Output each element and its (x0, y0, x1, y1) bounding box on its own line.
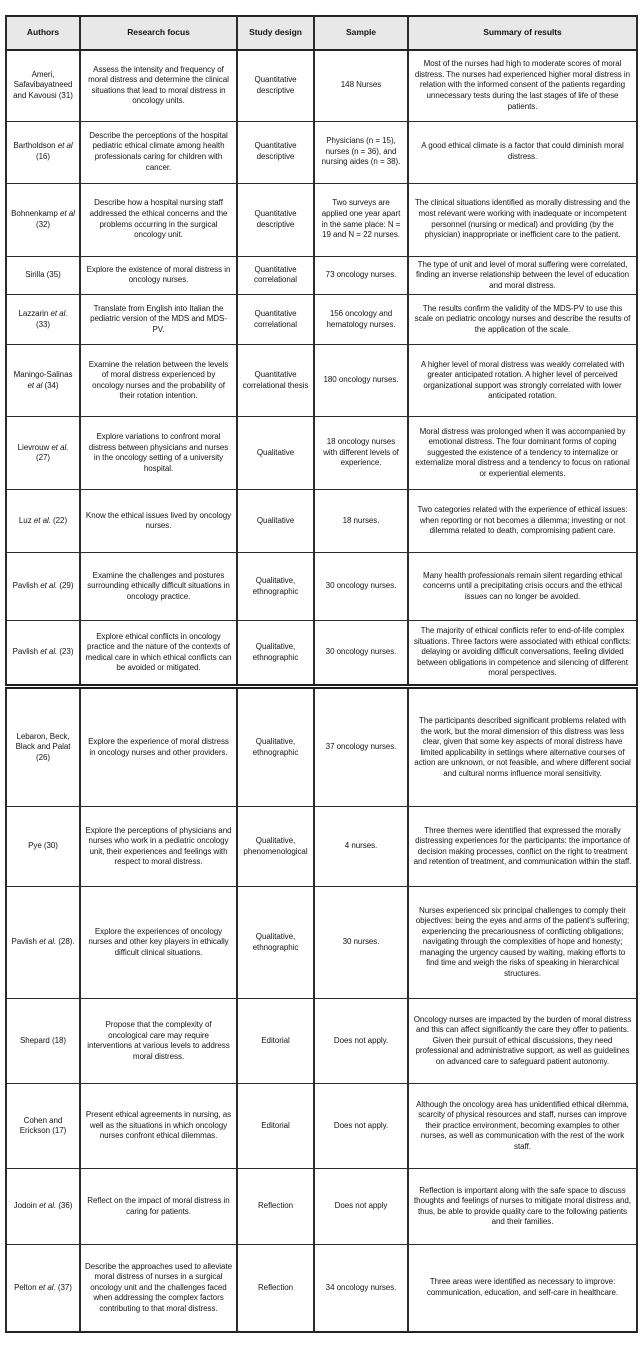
authors-cell (6, 490, 80, 553)
authors-cell (6, 183, 80, 256)
col-header-research-focus: Research focus (80, 16, 237, 50)
summary-cell: Moral distress was prolonged when it was accompanied by emotional distress. The four dominant forms of coping suggested the existence of a tendency to internalize or externalize moral distress and a tendency to focus on rational or experiential elements. (408, 417, 637, 490)
author-text: (23) (57, 647, 74, 657)
research-focus-cell: Describe how a hospital nursing staff addressed the ethical concerns and the problems occurring in the surgical oncology unit. (80, 183, 237, 256)
table-row (6, 621, 637, 687)
author-text: (29) (57, 581, 74, 591)
table-row (6, 50, 637, 121)
table-row (6, 1084, 637, 1169)
study-design-cell: Qualitative, ethnographic (237, 553, 314, 621)
author-text: et al. (39, 1201, 57, 1211)
study-design-cell: Quantitative correlational thesis (237, 345, 314, 417)
research-focus-cell: Explore the experiences of oncology nurses and other key players in ethically difficult clinical situations. (80, 887, 237, 999)
research-focus-cell: Describe the perceptions of the hospital pediatric ethical climate among health professionals caring for children with cancer. (80, 121, 237, 183)
authors-cell (6, 1169, 80, 1245)
study-design-cell: Reflection (237, 1169, 314, 1245)
research-focus-cell: Reflect on the impact of moral distress in caring for patients. (80, 1169, 237, 1245)
study-design-cell: Quantitative descriptive (237, 50, 314, 121)
study-design-cell: Qualitative, ethnographic (237, 887, 314, 999)
author-text: (37) (55, 1282, 72, 1292)
research-focus-cell: Describe the approaches used to alleviate moral distress of nurses in a surgical oncology unit and the challenges faced when addressing the complex factors contributing to that moral distress. (80, 1245, 237, 1332)
author-text: (32) (35, 219, 51, 229)
summary-cell: Three themes were identified that expressed the morally distressing experiences for the participants: the importance of decision making processes, conflict on the right to treatment and retention of treatment, and communication within the staff. (408, 807, 637, 887)
table-row (6, 256, 637, 295)
author-text: Lazzarin (18, 309, 51, 319)
table-row (6, 687, 637, 807)
sample-cell: 4 nurses. (314, 807, 408, 887)
author-text: et al. (51, 442, 69, 452)
study-design-cell: Reflection (237, 1245, 314, 1332)
author-text: Lievrouw (17, 442, 52, 452)
summary-cell: The results confirm the validity of the MDS-PV to use this scale on pediatric oncology nurses and describe the results of the application of the scale. (408, 295, 637, 345)
sample-cell: 34 oncology nurses. (314, 1245, 408, 1332)
summary-cell: A higher level of moral distress was weakly correlated with greater anticipated rotation. A higher level of perceived organizational support was strongly correlated with lower anticipated rotation. (408, 345, 637, 417)
author-text: et al. (40, 581, 58, 591)
study-design-cell: Qualitative (237, 417, 314, 490)
summary-cell: Oncology nurses are impacted by the burden of moral distress and this can affect significantly the care they offer to patients. Given their pursuit of ethical discussions, they need professional and administrative support, as well as guidelines on advanced care to safeguard patient autonomy. (408, 999, 637, 1084)
author-text: Bartholdson (13, 141, 58, 151)
summary-cell: Two categories related with the experience of ethical issues: when reporting or not becomes a dilemma; investing or not dilemma related to death, compromising patient care. (408, 490, 637, 553)
research-focus-cell: Assess the intensity and frequency of moral distress and determine the clinical situations that lead to moral distress in oncology units. (80, 50, 237, 121)
sample-cell: 37 oncology nurses. (314, 687, 408, 807)
sample-cell: 30 oncology nurses. (314, 621, 408, 687)
summary-cell: The clinical situations identified as morally distressing and the most relevant were working with inadequate or incompetent personnel (nursing or medical) and providing (by the physician) inappropriate or inefficient care to the patient. (408, 183, 637, 256)
author-text: Pelton (14, 1282, 39, 1292)
table-row (6, 417, 637, 490)
authors-cell (6, 295, 80, 345)
col-header-study-design: Study design (237, 16, 314, 50)
sample-cell: Physicians (n = 15), nurses (n = 36), and nursing aides (n = 38). (314, 121, 408, 183)
sample-cell: 180 oncology nurses. (314, 345, 408, 417)
author-text: (34) (42, 380, 59, 390)
sample-cell: Does not apply. (314, 1084, 408, 1169)
author-text: Cohen and Erickson (17) (19, 1115, 67, 1136)
author-text: (27) (35, 453, 51, 463)
summary-cell: Although the oncology area has unidentified ethical dilemma, scarcity of physical resources and staff, nurses can improve their practice environment, becoming examples to other nurses, as well as communication with the rest of the work staff. (408, 1084, 637, 1169)
authors-cell (6, 687, 80, 807)
author-text: (28). (56, 937, 75, 947)
authors-cell (6, 256, 80, 295)
author-text: et al (59, 208, 75, 218)
sample-cell: 18 oncology nurses with different levels of experience. (314, 417, 408, 490)
author-text: Pavlish (12, 581, 41, 591)
sample-cell: Does not apply (314, 1169, 408, 1245)
table-body (6, 50, 637, 1332)
sample-cell: 156 oncology and hematology nurses. (314, 295, 408, 345)
table-row (6, 887, 637, 999)
table-row (6, 1245, 637, 1332)
summary-cell: Most of the nurses had high to moderate scores of moral distress. The nurses had experienced higher moral distress in relation with the informed consent of the patients regarding unnecessary tests during the last stages of life of these patients. (408, 50, 637, 121)
author-text: et al. (40, 647, 58, 657)
research-focus-cell: Translate from English into Italian the pediatric version of the MDS and MDS-PV. (80, 295, 237, 345)
table-row (6, 490, 637, 553)
author-text: (36) (56, 1201, 73, 1211)
authors-cell (6, 1084, 80, 1169)
author-text: Luz (18, 515, 34, 525)
col-header-sample: Sample (314, 16, 408, 50)
table-row (6, 553, 637, 621)
table-row (6, 295, 637, 345)
summary-cell: The majority of ethical conflicts refer to end-of-life complex situations. Three factors were associated with ethical conflicts: delaying or avoiding difficult conversations, feeling divided between obligations in competence and silencing of different moral perspectives. (408, 621, 637, 687)
table-row (6, 183, 637, 256)
research-focus-cell: Explore the perceptions of physicians and nurses who work in a pediatric oncology unit, their experiences and feelings with respect to moral distress. (80, 807, 237, 887)
sample-cell: 18 nurses. (314, 490, 408, 553)
author-text: et al. (39, 937, 57, 947)
author-text: et al (57, 141, 73, 151)
summary-cell: A good ethical climate is a factor that could diminish moral distress. (408, 121, 637, 183)
author-text: Lebaron, Beck, Black and Palat (26) (15, 731, 71, 762)
col-header-summary: Summary of results (408, 16, 637, 50)
study-design-cell: Qualitative, ethnographic (237, 687, 314, 807)
author-text: et al. (50, 309, 68, 319)
summary-cell: Many health professionals remain silent regarding ethical concerns until a precipitating crisis occurs and the ethical issues can no longer be avoided. (408, 553, 637, 621)
authors-cell (6, 1245, 80, 1332)
research-focus-cell: Explore the existence of moral distress in oncology nurses. (80, 256, 237, 295)
header-row (6, 16, 637, 50)
authors-cell (6, 553, 80, 621)
authors-cell (6, 417, 80, 490)
summary-cell: Nurses experienced six principal challenges to comply their objectives: being the eyes and arms of the patient's suffering; experiencing the precariousness of conflicting obligations; navigating through the complexities of hope and honesty; managing the urgency caused by waiting, making efforts to find time and weigh the risks of speaking in hierarchical structures. (408, 887, 637, 999)
study-design-cell: Quantitative descriptive (237, 121, 314, 183)
author-text: et al. (33, 515, 51, 525)
table-row (6, 1169, 637, 1245)
summary-cell: Three areas were identified as necessary to improve: communication, education, and self-care in healthcare. (408, 1245, 637, 1332)
sample-cell: 30 oncology nurses. (314, 553, 408, 621)
research-focus-cell: Explore the experience of moral distress in oncology nurses and other providers. (80, 687, 237, 807)
author-text: et al. (38, 1282, 56, 1292)
author-text: Maningo-Salinas (13, 370, 73, 380)
authors-cell (6, 999, 80, 1084)
author-text: Jodoin (13, 1201, 40, 1211)
author-text: Ameri, Safavibayatneed and Kavousi (31) (13, 69, 73, 101)
sample-cell: Two surveys are applied one year apart in the same place: N = 19 and N = 22 nurses. (314, 183, 408, 256)
sample-cell: 30 nurses. (314, 887, 408, 999)
author-text: (22) (50, 515, 68, 525)
table-row (6, 121, 637, 183)
research-focus-cell: Examine the relation between the levels of moral distress experienced by oncology nurses and the probability of their rotation intention. (80, 345, 237, 417)
authors-cell (6, 621, 80, 687)
author-text: (16) (35, 152, 51, 161)
sample-cell: 73 oncology nurses. (314, 256, 408, 295)
sample-cell: Does not apply. (314, 999, 408, 1084)
author-text: Sirilla (35) (25, 270, 61, 280)
studies-table (5, 15, 638, 1333)
authors-cell (6, 345, 80, 417)
study-design-cell: Quantitative correlational (237, 256, 314, 295)
summary-cell: The participants described significant problems related with the work, but the moral dimension of this distress was less clear, given that some key aspects of moral distress have limited applicability in settings where alternative courses of action are unknown, or not feasible, and where different social and cultural norms influence moral sensitivity. (408, 687, 637, 807)
summary-cell: Reflection is important along with the safe space to discuss thoughts and feelings of nurses to mitigate moral distress and, thus, be able to provide quality care to the following patients and their families. (408, 1169, 637, 1245)
study-design-cell: Qualitative, phenomenological (237, 807, 314, 887)
author-text: (33) (35, 319, 51, 329)
study-design-cell: Quantitative correlational (237, 295, 314, 345)
research-focus-cell: Present ethical agreements in nursing, as well as the situations in which oncology nurses confront ethical dilemmas. (80, 1084, 237, 1169)
study-design-cell: Editorial (237, 999, 314, 1084)
authors-cell (6, 121, 80, 183)
authors-cell (6, 807, 80, 887)
research-focus-cell: Explore variations to confront moral distress between physicians and nurses in the oncology setting of a university hospital. (80, 417, 237, 490)
table-row (6, 807, 637, 887)
sample-cell: 148 Nurses (314, 50, 408, 121)
col-header-authors: Authors (6, 16, 80, 50)
author-text: Pavlish (12, 647, 41, 657)
author-text: Pye (30) (28, 841, 58, 851)
study-design-cell: Qualitative, ethnographic (237, 621, 314, 687)
research-focus-cell: Know the ethical issues lived by oncology nurses. (80, 490, 237, 553)
study-design-cell: Quantitative descriptive (237, 183, 314, 256)
author-text: Pavlish (11, 937, 40, 947)
research-focus-cell: Examine the challenges and postures surrounding ethically difficult situations in oncology practice. (80, 553, 237, 621)
authors-cell (6, 50, 80, 121)
research-focus-cell: Propose that the complexity of oncological care may require interventions at various levels to address moral distress. (80, 999, 237, 1084)
authors-cell (6, 887, 80, 999)
study-design-cell: Editorial (237, 1084, 314, 1169)
research-focus-cell: Explore ethical conflicts in oncology practice and the nature of the contexts of medical care in which ethical conflicts can be avoided or mitigated. (80, 621, 237, 687)
author-text: Bohnenkamp (11, 208, 60, 218)
summary-cell: The type of unit and level of moral suffering were correlated, finding an inverse relationship between the level of education and moral distress. (408, 256, 637, 295)
author-text: et al (27, 380, 43, 390)
table-row (6, 999, 637, 1084)
table-row (6, 345, 637, 417)
author-text: Shepard (18) (19, 1035, 67, 1045)
study-design-cell: Qualitative (237, 490, 314, 553)
